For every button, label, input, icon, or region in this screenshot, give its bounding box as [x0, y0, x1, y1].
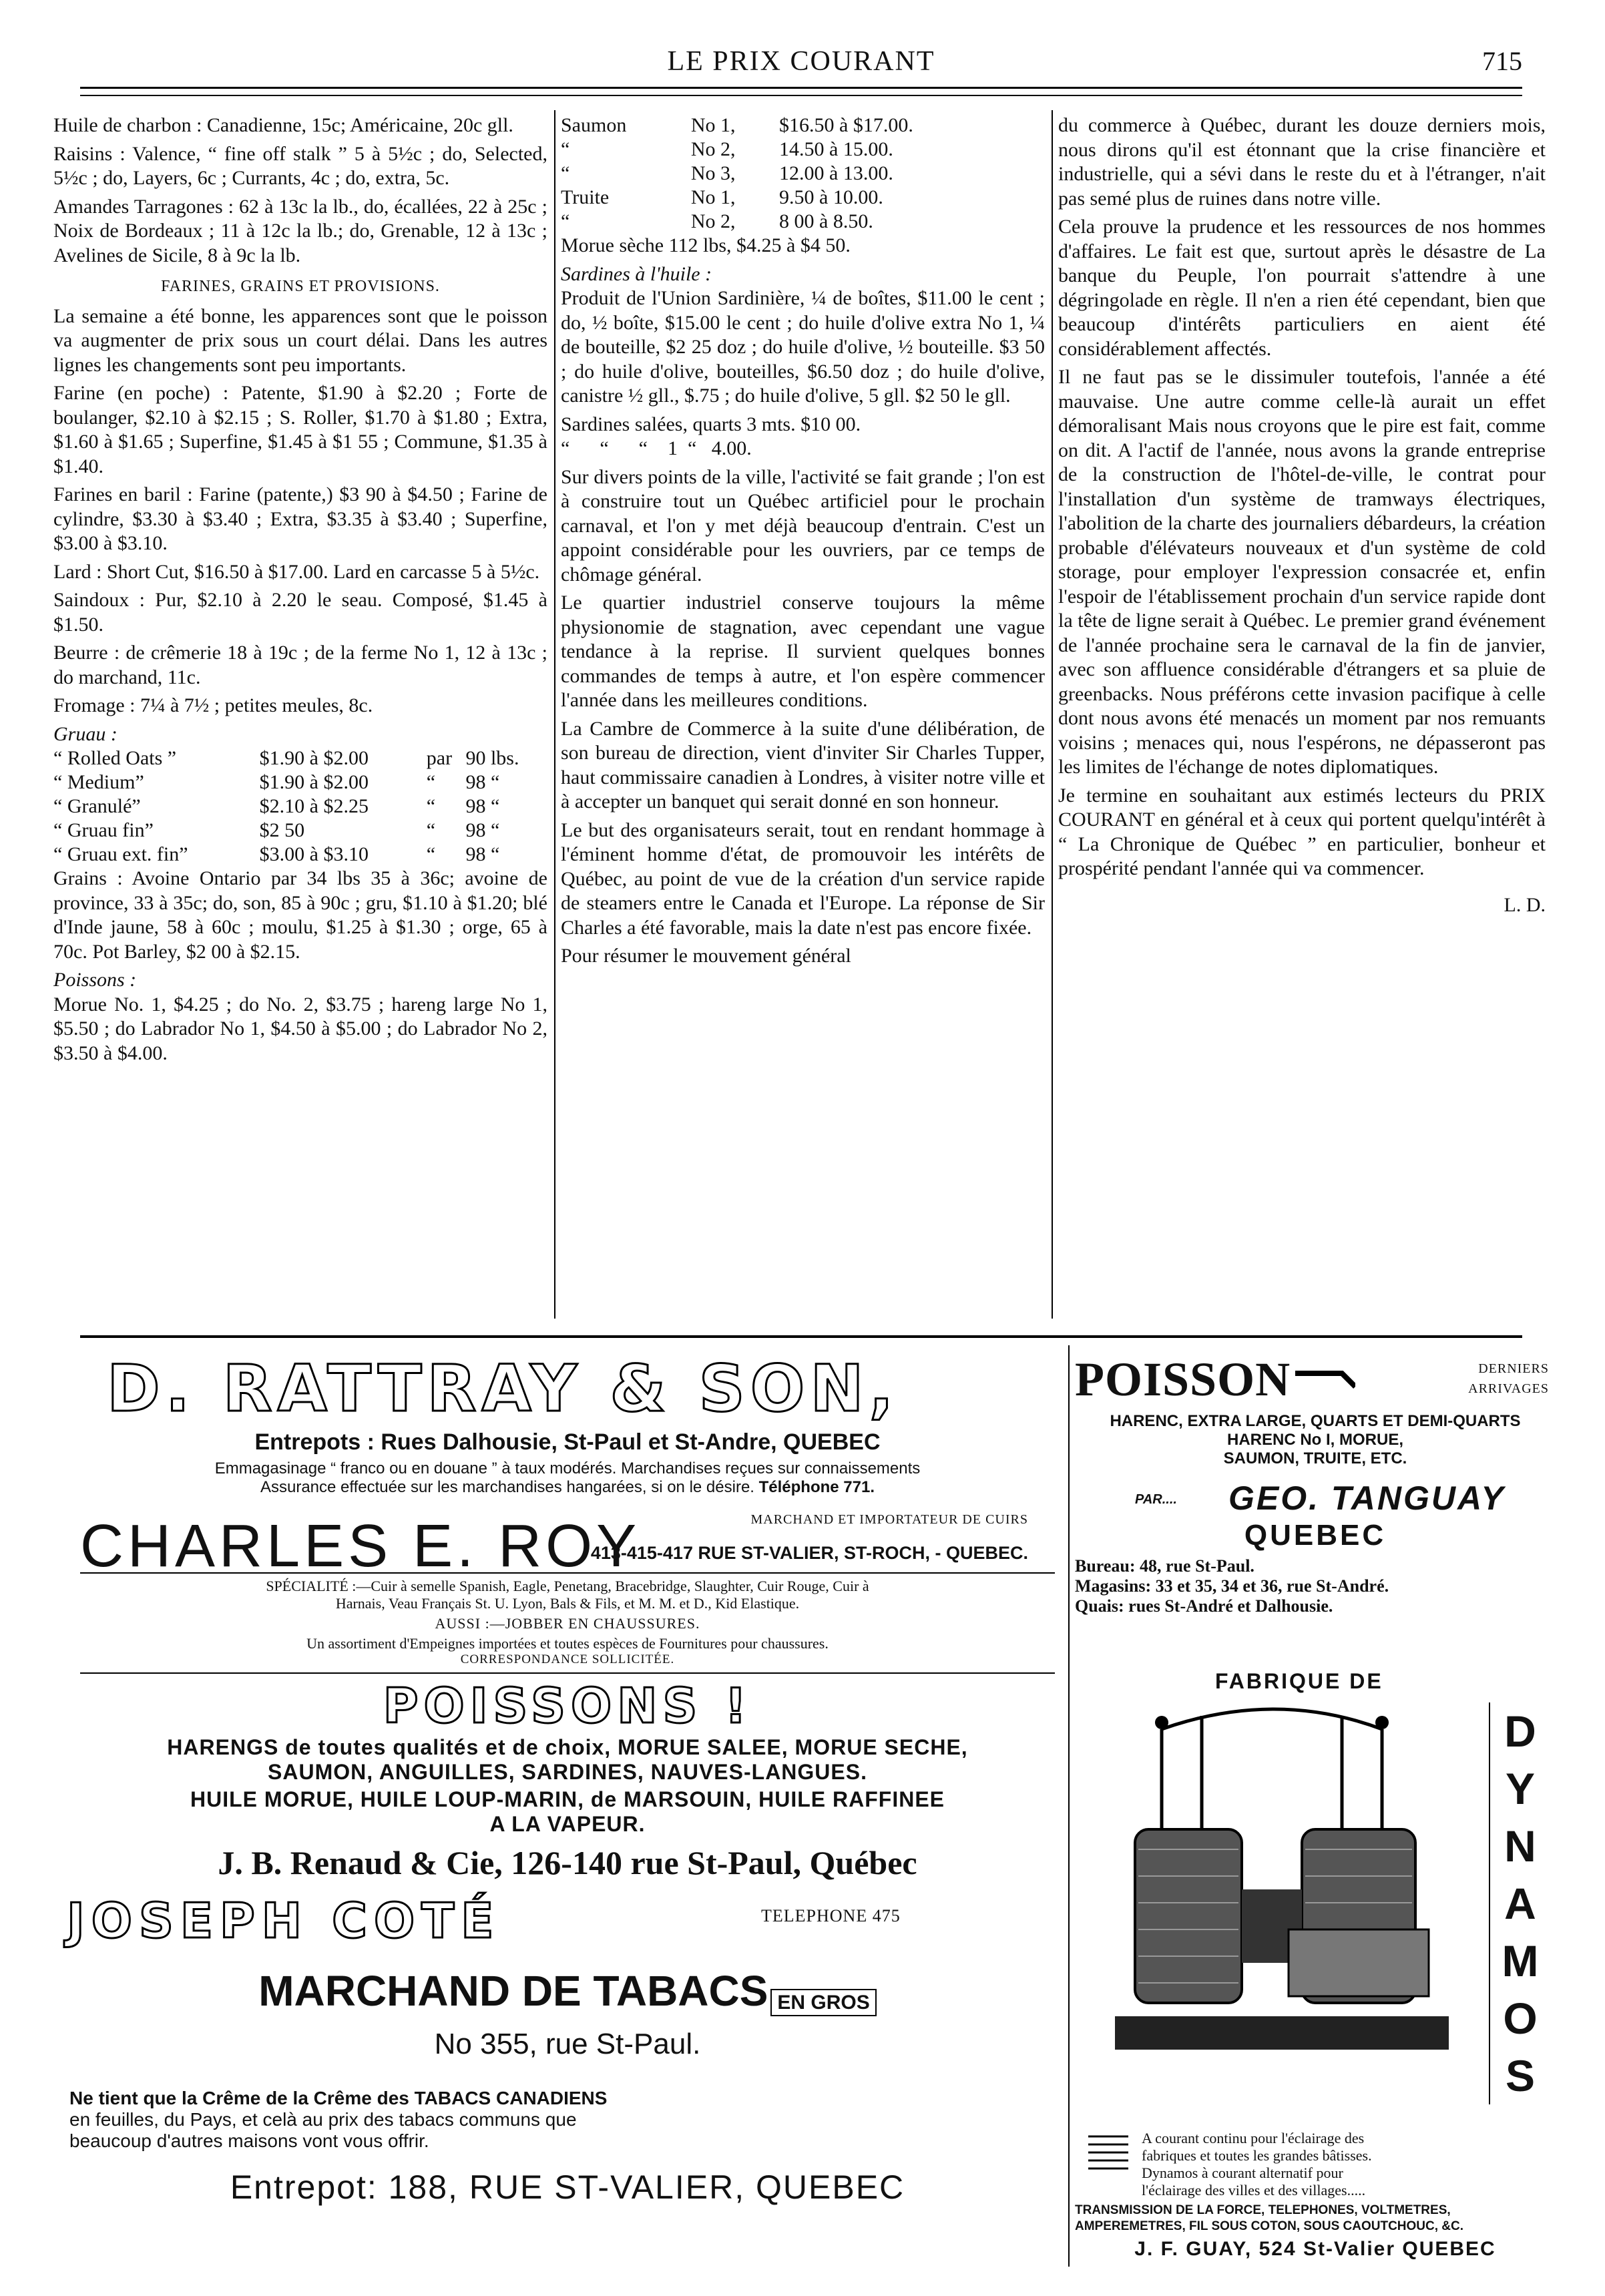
ad-line: Magasins: 33 et 35, 34 et 36, rue St-André.: [1075, 1576, 1389, 1596]
section-heading: FARINES, GRAINS ET PROVISIONS.: [161, 278, 440, 295]
letter: M: [1502, 1936, 1539, 1986]
letter: S: [1505, 2051, 1536, 2100]
paragraph: Saindoux : Pur, $2.10 à 2.20 le seau. Composé, $1.45 à $1.50.: [53, 589, 547, 636]
paragraph: La semaine a été bonne, les apparences sont que le poisson va augmenter de prix sous un court délai. Dans les autres lignes les changements sont peu importants.: [53, 304, 547, 376]
ad-address: 413-415-417 RUE ST-VALIER, ST-ROCH, - QUEBEC.: [590, 1543, 1028, 1563]
paragraph: Pour résumer le mouvement général: [561, 945, 851, 967]
ad-roy-header: [80, 1506, 1055, 1580]
ad-merchant: J. F. GUAY, 524 St-Valier QUEBEC: [1134, 2238, 1496, 2260]
table-cell: $2.10 à $2.25: [259, 795, 369, 817]
table-cell: 14.50 à 15.00.: [779, 138, 893, 160]
ad-rattray: [80, 1352, 1055, 1512]
table-cell: “ Medium”: [53, 771, 144, 793]
ad-line: Dynamos à courant alternatif pour: [1142, 2164, 1343, 2181]
ad-line: [80, 1478, 1055, 1497]
ad-line: AUSSI :—JOBBER EN CHAUSSURES.: [435, 1615, 700, 1632]
table-cell: “ Granulé”: [53, 795, 141, 817]
table-cell: 12.00 à 13.00.: [779, 162, 893, 184]
ad-line: HARENC, EXTRA LARGE, QUARTS ET DEMI-QUARTS: [1110, 1412, 1521, 1430]
ad-body: [1142, 2130, 1549, 2199]
letter: A: [1504, 1879, 1536, 1928]
ad-tanguay-header: [1075, 1352, 1556, 1412]
table-row: [561, 113, 1045, 138]
ad-engros: EN GROS: [770, 1989, 876, 2016]
ad-line: Ne tient que la Crême de la Crême des TABACS CANADIENS: [69, 2088, 608, 2108]
table-cell: 9.50 à 10.00.: [779, 186, 883, 208]
column-divider: [554, 110, 555, 1319]
ad-line: Entrepots : Rues Dalhousie, St-Paul et St-Andre, QUEBEC: [254, 1429, 881, 1455]
ad-line: A LA VAPEUR.: [489, 1812, 646, 1836]
table-cell: 98 “: [465, 795, 500, 817]
ad-title: POISSON: [1075, 1353, 1291, 1406]
dynamos-letters: [1489, 1702, 1550, 2104]
ad-address: No 355, rue St-Paul.: [434, 2028, 701, 2060]
paragraph: Le but des organisateurs serait, tout en rendant hommage à l'éminent homme d'état, de promouvoir les intérêts de Québec, au point de vue de la création d'un service rapide de steamers entre le Canada et l'Europe. La réponse de Sir Charles a été favorable, mais la date n'est pas encore fixée.: [561, 819, 1045, 939]
ad-title: FABRIQUE DE: [1215, 1669, 1383, 1693]
ads-rule: [80, 1335, 1522, 1338]
table-cell: $1.90 à $2.00: [259, 747, 369, 769]
ad-line: HARENGS de toutes qualités et de choix, MORUE SALEE, MORUE SECHE,: [167, 1735, 968, 1759]
table-cell: “: [561, 162, 570, 184]
ad-address: Entrepot: 188, RUE ST-VALIER, QUEBEC: [230, 2168, 905, 2206]
table-cell: $1.90 à $2.00: [259, 771, 369, 793]
ad-tag: DERNIERS: [1478, 1361, 1549, 1376]
ad-line: SAUMON, TRUITE, ETC.: [1223, 1449, 1407, 1467]
table-cell: Saumon: [561, 114, 627, 136]
ad-text: Assurance effectuée sur les marchandises hangarées, si on le désire.: [260, 1478, 754, 1496]
table-cell: “: [426, 819, 436, 841]
table-row: [53, 794, 547, 819]
paragraph: Il ne faut pas se le dissimuler toutefois, l'année a été mauvaise. Une autre comme celle-là aurait un effet démoralisant Mais nous croyons que le pire est fait, comme on dit. A l'actif de l'année, nous avons la grande entreprise de la construction de l'hôtel-de-ville, le contrat pour l'installation d'un système de tramways électriques, l'abolition de la charte des journaliers débardeurs, la création probable d'élévateurs nouveaux et d'un système de cold storage, pour employer l'expression consacrée et, enfin l'espoir de l'établissement prochain d'un service rapide dont la tête de ligne serait à Québec. Le premier grand événement de l'année prochaine sera le carnaval de la fin de janvier, avec son affluence considérable d'étrangers et sa pluie de greenbacks. Nous préférons cette invasion pacifique à celle dont nous avons été menacés un moment par nos remuants voisins ; menaces qui, nous l'espérons, ne dépasseront pas les limites de l'échange de notes diplomatiques.: [1058, 366, 1546, 778]
lines-icon: [1088, 2130, 1135, 2176]
sardines-heading: Sardines à l'huile :: [561, 262, 712, 285]
gruau-table: [53, 746, 547, 867]
table-row: [561, 186, 1045, 210]
paragraph: Grains : Avoine Ontario par 34 lbs 35 à 36c; avoine de province, 33 à 35c; do, son, 85 à 90c ; gru, $1.10 à $1.20; blé d'Inde jaune, 58 à 60c ; moulu, $1.25 à $1.30 ; orge, 65 à 70c. Pot Barley, $2 00 à $2.15.: [53, 867, 547, 963]
newspaper-title: LE PRIX COURANT: [667, 46, 935, 77]
ad-merchant-row: [1075, 1479, 1556, 1519]
column-3: [1058, 113, 1546, 917]
letter: O: [1503, 1994, 1538, 2043]
fish-price-table: [561, 113, 1045, 234]
ad-par: PAR....: [1135, 1492, 1177, 1507]
letter: N: [1504, 1821, 1536, 1871]
paragraph: “ “ “ 1 “ 4.00.: [561, 437, 752, 459]
paragraph: Je termine en souhaitant aux estimés lecteurs du PRIX COURANT en général et à ceux qui portent quelqu'intérêt à “ La Chronique de Québec ” en particulier, bonheur et prospérité pendant l'année qui va commencer.: [1058, 784, 1546, 879]
paragraph: Huile de charbon : Canadienne, 15c; Américaine, 20c gll.: [53, 114, 513, 136]
ad-line: HUILE MORUE, HUILE LOUP-MARIN, de MARSOUIN, HUILE RAFFINEE: [190, 1787, 945, 1811]
dynamo-illustration: [1088, 1702, 1475, 2076]
table-cell: No 1,: [690, 186, 736, 208]
table-cell: “ Rolled Oats ”: [53, 747, 177, 769]
paragraph: Produit de l'Union Sardinière, ¼ de boîtes, $11.00 le cent ; do, ½ boîte, $15.00 le cent ; do huile d'olive extra No 1, ¼ de bouteille, $2 25 doz ; do huile d'olive, ½ bouteille. $3 50 ; do huile d'olive, bouteilles, $6.50 doz ; do huile d'olive, canistre ½ gll., $.75 ; do huile d'olive, 5 gll. $2 50 le gll.: [561, 287, 1045, 407]
ad-line: SAUMON, ANGUILLES, SARDINES, NAUVES-LANGUES.: [268, 1760, 867, 1784]
ad-line: TRANSMISSION DE LA FORCE, TELEPHONES, VOLTMETRES,: [1075, 2203, 1451, 2217]
arrow-icon: [1295, 1367, 1355, 1393]
ad-title: CHARLES E. ROY: [80, 1513, 641, 1580]
letter: Y: [1505, 1764, 1536, 1813]
ad-line: fabriques et toutes les grandes bâtisses.: [1142, 2147, 1372, 2164]
paragraph: Lard : Short Cut, $16.50 à $17.00. Lard en carcasse 5 à 5½c.: [53, 560, 540, 583]
paragraph: Le quartier industriel conserve toujours la même physionomie de stagnation, avec cependant une vague tendance à la reprise. Il survient quelques bonnes commandes de temps à autre, et l'on espère commencer l'année dans les meilleures conditions.: [561, 592, 1045, 711]
table-cell: 8 00 à 8.50.: [779, 210, 873, 232]
table-cell: 98 “: [465, 843, 500, 865]
ad-tagline: MARCHAND ET IMPORTATEUR DE CUIRS: [750, 1512, 1028, 1527]
table-row: [561, 210, 1045, 234]
ad-dynamos: [1075, 1669, 1556, 2270]
table-cell: “: [426, 843, 436, 865]
table-cell: “: [426, 771, 436, 793]
paragraph: Farines en baril : Farine (patente,) $3 90 à $4.50 ; Farine de cylindre, $3.30 à $3.40 ; Extra, $3.35 à $3.40 ; Superfine, $3.00 à $3.10.: [53, 483, 547, 554]
letter: D: [1504, 1706, 1536, 1756]
table-cell: 90 lbs.: [465, 747, 519, 769]
ad-city: QUEBEC: [1244, 1519, 1387, 1552]
ad-divider: [80, 1672, 1055, 1674]
ad-line: A courant continu pour l'éclairage des: [1142, 2130, 1365, 2146]
ad-headline: MARCHAND DE TABACS: [258, 1967, 768, 2015]
paragraph: Cela prouve la prudence et les ressources de nos hommes d'affaires. Le fait est que, surtout après le désastre de La banque du Peuple, l'on pourrait s'attendre à une dégringolade en règle. Il n'en a rien été cependant, bien que beaucoup d'intérêts particuliers en aient été considérablement affectés.: [1058, 216, 1546, 360]
table-row: [53, 770, 547, 794]
column-2: [561, 113, 1045, 973]
table-row: [561, 162, 1045, 186]
ad-line: HARENC No I, MORUE,: [1227, 1431, 1403, 1449]
header-rule: [80, 95, 1522, 96]
ad-line: Quais: rues St-André et Dalhousie.: [1075, 1596, 1333, 1616]
ad-line: en feuilles, du Pays, et celà au prix des tabacs communs que: [69, 2109, 577, 2130]
paragraph: La Cambre de Commerce à la suite d'une délibération, de son bureau de direction, vient d'inviter Sir Charles Tupper, haut commissaire canadien à Londres, à visiter notre ville et à accepter un banquet qui serait donné en son honneur.: [561, 717, 1045, 813]
ad-title: POISSONS !: [383, 1678, 752, 1734]
ad-tanguay: [1075, 1352, 1556, 1632]
ad-merchant: J. B. Renaud & Cie, 126-140 rue St-Paul, Québec: [218, 1844, 917, 1881]
ad-cote-header: [67, 1893, 1068, 1953]
paragraph: Amandes Tarragones : 62 à 13c la lb., do, écallées, 22 à 25c ; Noix de Bordeaux ; 11 à 12c la lb.; do, Grenable, 12 à 13c ; Avelines de Sicile, 8 à 9c la lb.: [53, 195, 547, 266]
table-cell: par: [426, 747, 453, 769]
table-cell: No 2,: [690, 210, 736, 232]
paragraph: Sur divers points de la ville, l'activité se fait grande ; l'on est à construire tout un Québec artificiel pour le prochain carnaval, et l'on y met déjà beaucoup d'entrain. C'est un appoint considérable pour les ouvriers, par ce temps de chômage général.: [561, 465, 1045, 586]
table-cell: No 3,: [690, 162, 736, 184]
ad-phone: TELEPHONE 475: [761, 1906, 901, 1925]
ad-line: Un assortiment d'Empeignes importées et toutes espèces de Fournitures pour chaussures.: [306, 1635, 829, 1652]
ad-phone: Téléphone 771.: [758, 1478, 875, 1496]
ad-title: JOSEPH COTÉ: [67, 1893, 501, 1949]
column-divider: [1052, 110, 1053, 1319]
ad-tag: ARRIVAGES: [1468, 1381, 1549, 1396]
table-row: [53, 819, 547, 843]
paragraph: Sardines salées, quarts 3 mts. $10 00.: [561, 413, 861, 435]
poissons-heading: Poissons :: [53, 969, 137, 991]
ad-line: SPÉCIALITÉ :—Cuir à semelle Spanish, Eagle, Penetang, Bracebridge, Slaughter, Cuir Rouge, Cuir à: [266, 1578, 869, 1594]
table-row: [53, 746, 547, 770]
ad-roy: [80, 1506, 1055, 1666]
ad-cote: [67, 1893, 1068, 2267]
table-row: [561, 138, 1045, 162]
ad-line: Emmagasinage “ franco ou en douane ” à taux modérés. Marchandises reçues sur connaissements: [214, 1459, 921, 1477]
ad-merchant: GEO. TANGUAY: [1228, 1479, 1506, 1517]
paragraph: du commerce à Québec, durant les douze derniers mois, nous dirons qu'il est étonnant que la crise financière et industrielle, qui a sévi dans le reste du et à l'étranger, n'ait pas semé plus de ruines dans notre ville.: [1058, 114, 1546, 210]
table-cell: 98 “: [465, 771, 500, 793]
table-cell: “ Gruau fin”: [53, 819, 154, 841]
table-cell: “: [426, 795, 436, 817]
ad-line: Bureau: 48, rue St-Paul.: [1075, 1556, 1254, 1576]
table-cell: $16.50 à $17.00.: [779, 114, 913, 136]
ad-title: D. RATTRAY & SON,: [107, 1351, 899, 1426]
table-cell: 98 “: [465, 819, 500, 841]
table-cell: $3.00 à $3.10: [259, 843, 369, 865]
ad-line: CORRESPONDANCE SOLLICITÉE.: [460, 1652, 675, 1666]
ad-line: l'éclairage des villes et des villages.....: [1142, 2182, 1366, 2199]
paragraph: Beurre : de crêmerie 18 à 19c ; de la ferme No 1, 12 à 13c ; do marchand, 11c.: [53, 642, 547, 688]
paragraph: Morue No. 1, $4.25 ; do No. 2, $3.75 ; hareng large No 1, $5.50 ; do Labrador No 1, $4.50 à $5.00 ; do Labrador No 2, $3.50 à $4.00.: [53, 993, 547, 1064]
ad-column-divider: [1068, 1345, 1070, 2267]
signature: L. D.: [1504, 893, 1546, 916]
gruau-heading: Gruau :: [53, 722, 118, 745]
table-cell: No 1,: [690, 114, 736, 136]
table-cell: No 2,: [690, 138, 736, 160]
page-header: [80, 27, 1522, 89]
paragraph: Morue sèche 112 lbs, $4.25 à $4 50.: [561, 234, 851, 256]
paragraph: Fromage : 7¼ à 7½ ; petites meules, 8c.: [53, 694, 373, 716]
paragraph: Farine (en poche) : Patente, $1.90 à $2.20 ; Forte de boulanger, $2.10 à $2.15 ; S. Roller, $1.70 à $1.80 ; Extra, $1.60 à $1.65 ; Superfine, $1.45 à $1 55 ; Commune, $1.35 à $1.40.: [53, 382, 547, 477]
ad-line: AMPEREMETRES, FIL SOUS COTON, SOUS CAOUTCHOUC, &C.: [1075, 2219, 1464, 2233]
ad-line: [67, 1966, 1068, 2016]
table-cell: Truite: [561, 186, 610, 208]
table-row: [53, 843, 547, 867]
ad-line: Harnais, Veau Français St. U. Lyon, Bals & Fils, et M. M. et D., Kid Elastique.: [335, 1595, 800, 1612]
ad-line: beaucoup d'autres maisons vont vous offrir.: [69, 2130, 429, 2151]
page-number: 715: [1482, 46, 1522, 76]
paragraph: Raisins : Valence, “ fine off stalk ” 5 à 5½c ; do, Selected, 5½c ; do, Layers, 6c ; Currants, 4c ; do, extra, 5c.: [53, 142, 547, 189]
table-cell: “: [561, 210, 570, 232]
table-cell: $2 50: [259, 819, 305, 841]
table-cell: “: [561, 138, 570, 160]
table-cell: “ Gruau ext. fin”: [53, 843, 188, 865]
column-1: [53, 113, 547, 1070]
ad-renaud: [67, 1678, 1068, 1881]
